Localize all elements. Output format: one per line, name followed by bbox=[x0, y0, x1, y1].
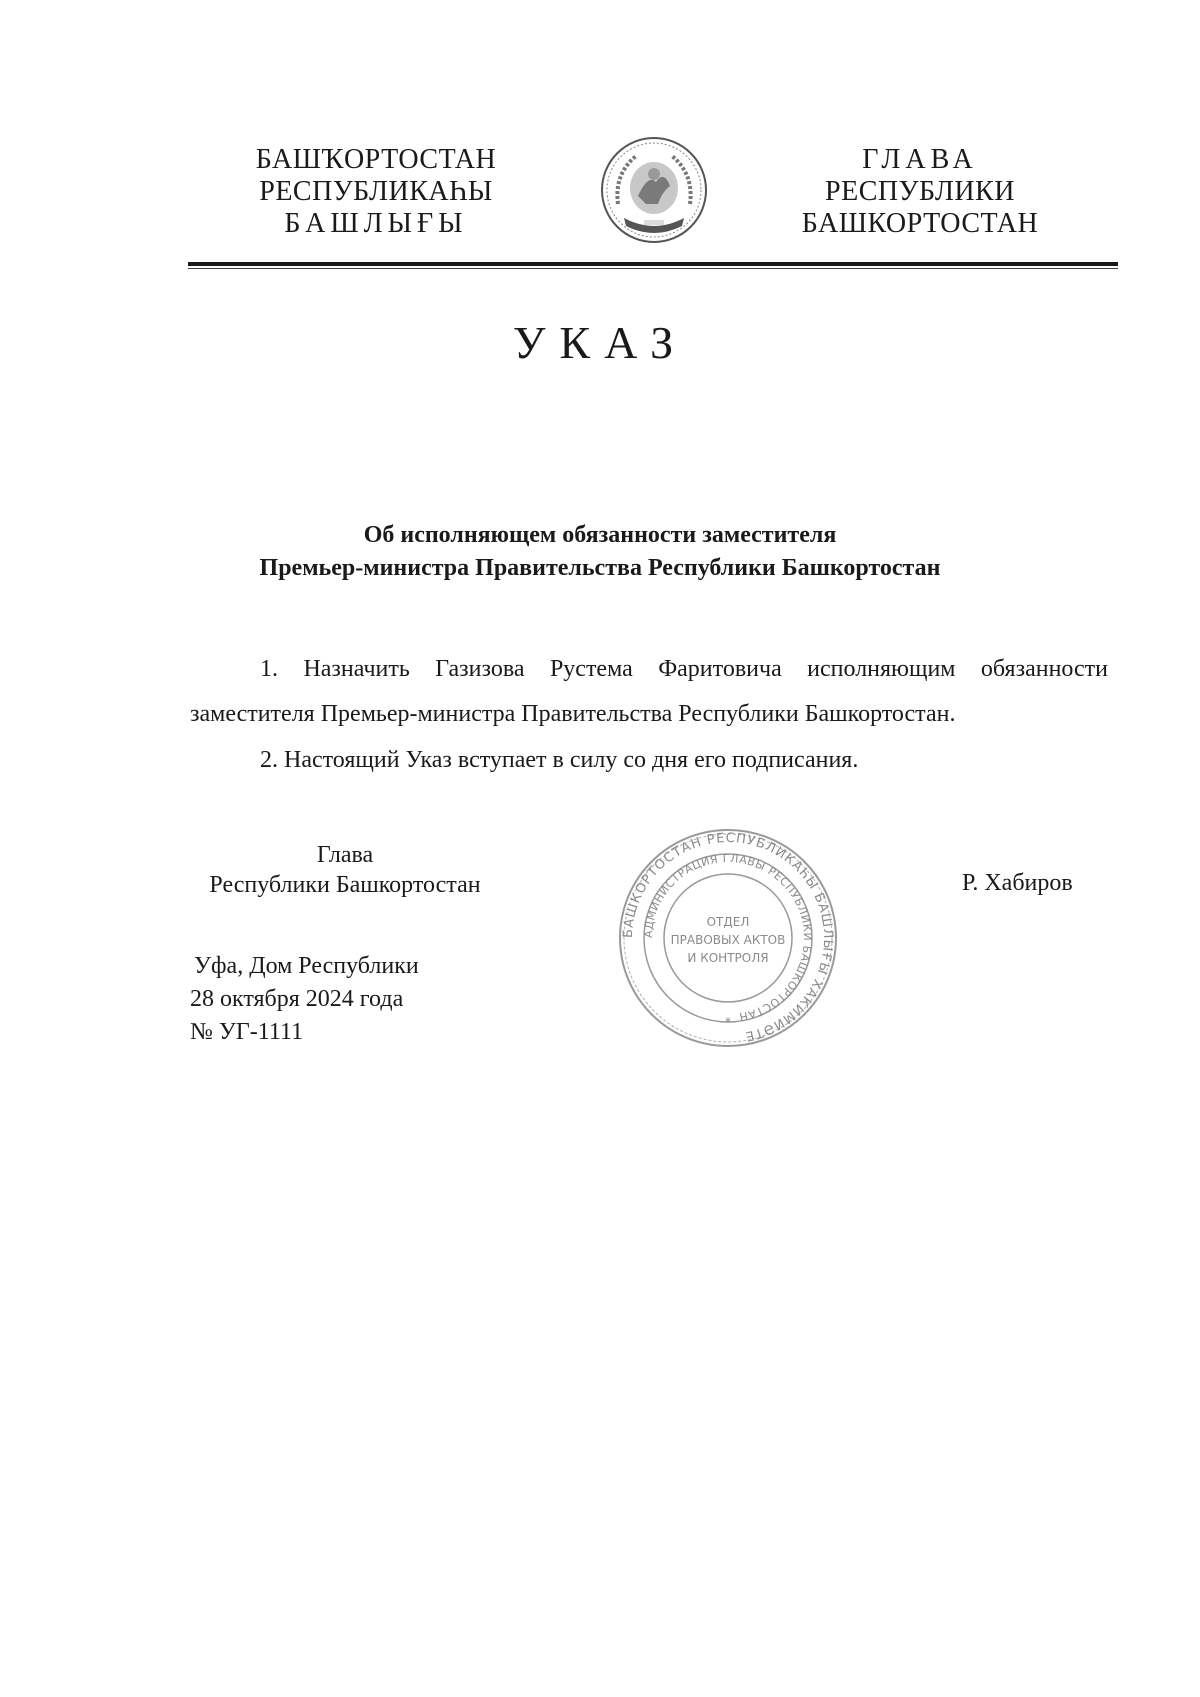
stamp-outer-text: БАШКОРТОСТАН РЕСПУБЛИКАҺЫ БАШЛЫҒЫ ХАКИМИӘТЕ bbox=[620, 830, 836, 1044]
header-left-block bbox=[236, 144, 516, 240]
stamp-star-icon: * bbox=[725, 1015, 731, 1029]
issue-details bbox=[190, 950, 510, 1049]
header-right-line-3: БАШКОРТОСТАН bbox=[801, 208, 1039, 239]
header-left-line-1: БАШҠОРТОСТАН bbox=[255, 144, 497, 175]
stamp-center-line-2: ПРАВОВЫХ АКТОВ bbox=[670, 933, 786, 947]
stamp-center-line-1: ОТДЕЛ bbox=[706, 915, 750, 929]
stamp-center-line-3: И КОНТРОЛЯ bbox=[687, 951, 769, 965]
document-subject bbox=[180, 519, 1020, 585]
header-right-line-2: РЕСПУБЛИКИ bbox=[825, 176, 1015, 207]
header-divider-thin bbox=[188, 268, 1118, 269]
signatory-title-line-2: Республики Башкортостан bbox=[209, 872, 481, 898]
header-right-block bbox=[770, 144, 1070, 240]
subject-line-2: Премьер-министра Правительства Республики Башкортостан bbox=[259, 555, 941, 581]
document-title: УКАЗ bbox=[512, 317, 688, 368]
header-left-line-2: РЕСПУБЛИКАҺЫ bbox=[259, 176, 493, 207]
decree-number: № УГ-1111 bbox=[190, 1019, 304, 1045]
signatory-title-line-1: Глава bbox=[316, 842, 374, 868]
body-paragraph-2: 2. Настоящий Указ вступает в силу со дня его подписания. bbox=[260, 747, 859, 773]
header-divider-thick bbox=[188, 262, 1118, 266]
stamp-inner-text: АДМИНИСТРАЦИЯ ГЛАВЫ РЕСПУБЛИКИ БАШКОРТОСТАН bbox=[641, 851, 815, 1024]
coat-of-arms-emblem-icon bbox=[598, 134, 710, 246]
issue-date: 28 октября 2024 года bbox=[190, 986, 404, 1012]
signatory-title bbox=[190, 840, 500, 900]
header-right-line-1: ГЛАВА bbox=[862, 144, 978, 175]
issue-place: Уфа, Дом Республики bbox=[194, 953, 419, 979]
official-stamp bbox=[616, 826, 840, 1050]
signatory-name: Р. Хабиров bbox=[962, 870, 1073, 896]
header-left-line-3: БАШЛЫҒЫ bbox=[284, 208, 468, 239]
body-paragraph-1: 1. Назначить Газизова Рустема Фаритовича исполняющим обязанности заместителя Премьер-министра Правительства Республики Башкортостан. bbox=[190, 656, 1108, 727]
subject-line-1: Об исполняющем обязанности заместителя bbox=[363, 522, 837, 548]
